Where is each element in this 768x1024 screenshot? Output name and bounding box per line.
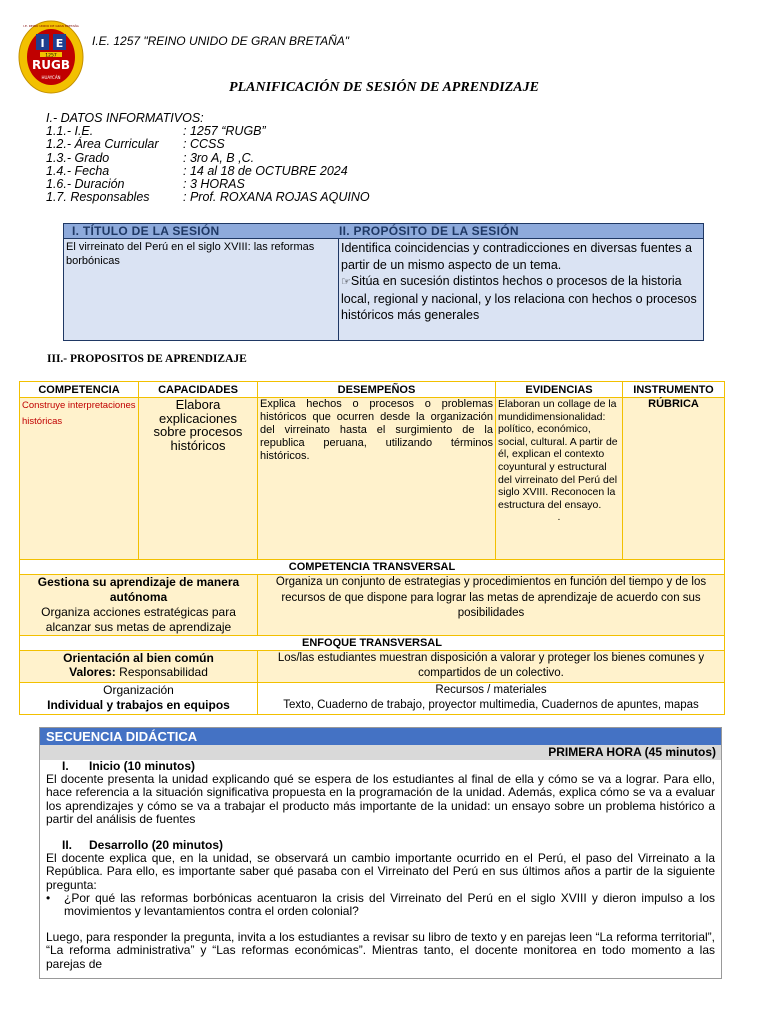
enfoque-desc: Los/las estudiantes muestran disposición a valorar y proteger los bienes comunes y compartidos de un colectivo.	[258, 651, 725, 683]
titulo-header: I. TÍTULO DE LA SESIÓN	[72, 224, 220, 238]
purpose-line-2	[341, 273, 701, 324]
transversal-capacidad: Organiza acciones estratégicas para alcanzar sus metas de aprendizaje	[41, 605, 236, 634]
info-value: : 3ro A, B ,C.	[183, 150, 255, 165]
rec-title: Recursos / materiales	[435, 684, 547, 696]
info-key: 1.3.- Grado	[46, 150, 110, 165]
org-value: Individual y trabajos en equipos	[47, 698, 230, 712]
col-instrumento: INSTRUMENTO	[623, 382, 725, 398]
session-purpose	[339, 239, 703, 340]
transversal-name: Gestiona su aprendizaje de manera autónoma	[37, 575, 240, 604]
evidencias-dot: .	[557, 511, 561, 524]
info-key: 1.7. Responsables	[46, 190, 150, 205]
col-competencia: COMPETENCIA	[20, 382, 139, 398]
info-value: : 3 HORAS	[183, 177, 245, 192]
info-row	[46, 152, 370, 165]
pointing-hand-icon: ☞	[341, 276, 351, 288]
purpose-line-1: Identifica coincidencias y contradicciones en diversas fuentes a partir de un mismo aspecto de un tema.	[341, 241, 692, 272]
org-title: Organización	[103, 683, 174, 697]
info-value: : Prof. ROXANA ROJAS AQUINO	[183, 190, 370, 205]
luego-text: Luego, para responder la pregunta, invita a los estudiantes a revisar su libro de texto y en parejas leen “La reforma territorial”, “La reforma administrativa” y “Las reformas económicas”. Mientras tanto, el docente monitorea en todo momento a las parejas de	[46, 930, 715, 971]
svg-text:I: I	[40, 37, 45, 50]
enfoque-name: Orientación al bien común	[63, 651, 214, 665]
info-row	[46, 138, 370, 151]
transversal-competencia	[20, 575, 258, 636]
datos-informativos	[46, 112, 370, 204]
logo-text: RUGB	[32, 58, 70, 72]
info-row	[46, 191, 370, 204]
instrumento-cell: RÚBRICA	[623, 398, 725, 560]
info-key: 1.6.- Duración	[46, 177, 125, 192]
info-key: 1.1.- I.E.	[46, 124, 94, 139]
info-heading: I.- DATOS INFORMATIVOS:	[46, 111, 204, 125]
transversal-desc: Organiza un conjunto de estrategias y procedimientos en función del tiempo y de los recursos de que dispone para lograr las metas de aprendizaje de acuerdo con sus posibilidades	[258, 575, 725, 636]
enfoque-title: ENFOQUE TRANSVERSAL	[20, 636, 725, 651]
col-capacidades: CAPACIDADES	[139, 382, 258, 398]
pregunta-text: ¿Por qué las reformas borbónicas acentuaron la crisis del Virreinato del Perú en el siglo XVIII y dieron impulso a los movimientos y levantamientos contra el orden colonial?	[64, 890, 715, 919]
session-table	[63, 223, 704, 341]
evidencias-cell	[496, 398, 623, 560]
svg-text:E: E	[55, 37, 64, 50]
enfoque-valores	[22, 665, 255, 679]
session-title: El virreinato del Perú en el siglo XVIII: las reformas borbónicas	[64, 239, 339, 340]
info-key: 1.4.- Fecha	[46, 163, 110, 178]
proposito-header: II. PROPÓSITO DE LA SESIÓN	[339, 224, 519, 238]
col-evidencias: EVIDENCIAS	[496, 382, 623, 398]
inicio-number: I.	[62, 759, 69, 773]
info-key: 1.2.- Área Curricular	[46, 137, 159, 152]
purpose-line-2-text: Sitúa en sucesión distintos hechos o procesos de la historia local, regional y nacional, y los relaciona con hechos o procesos históricos más generales	[341, 274, 697, 322]
info-value: : 1257 “RUGB”	[183, 124, 266, 139]
evidencias-text: Elaboran un collage de la mundidimensionalidad: político, económico, social, cultural. A partir de él, explican el contexto coyuntural y estructural del virreinato del Perú del siglo XVIII. Reconocen la estructura del ensayo.	[498, 398, 618, 511]
desarrollo-number: II.	[62, 838, 73, 853]
col-desempenos: DESEMPEÑOS	[258, 382, 496, 398]
propositos-heading: III.- PROPOSITOS DE APRENDIZAJE	[47, 353, 247, 365]
info-value: : CCSS	[183, 137, 225, 152]
page-title: PLANIFICACIÓN DE SESIÓN DE APRENDIZAJE	[229, 80, 539, 95]
inicio-title: Inicio (10 minutos)	[89, 759, 196, 773]
school-name: I.E. 1257 "REINO UNIDO DE GRAN BRETAÑA"	[92, 34, 350, 48]
competencia-cell: Construye interpretaciones históricas	[20, 398, 139, 560]
primera-hora: PRIMERA HORA (45 minutos)	[40, 745, 721, 760]
secuencia-title: SECUENCIA DIDÁCTICA	[40, 728, 721, 745]
valores-value: Responsabilidad	[119, 665, 208, 679]
competencias-table	[19, 381, 725, 715]
valores-label: Valores:	[69, 665, 116, 679]
desempeno-cell: Explica hechos o procesos o problemas históricos que ocurren desde la organización del virreinato hasta el surgimiento de la republica peruana, utilizando términos históricos.	[258, 398, 496, 560]
transversal-title: COMPETENCIA TRANSVERSAL	[20, 560, 725, 575]
bullet-icon: •	[46, 890, 51, 905]
organizacion-cell	[20, 683, 258, 715]
logo-number: 1257	[45, 53, 57, 59]
logo-place: HUAYCÁN	[41, 75, 61, 80]
info-value: : 14 al 18 de OCTUBRE 2024	[183, 163, 348, 178]
inicio-text: El docente presenta la unidad explicando qué se espera de los estudiantes al final de ella y cómo se va a lograr. Para ello, hace referencia a la situación significativa propuesta en la programación de la unidad. Además, explica cómo se va a evaluar los aprendizajes y cómo se va a trabajar el producto más importante de la unidad: un ensayo sobre un problema histórico a partir del análisis de fuentes	[46, 772, 715, 826]
secuencia-didactica	[39, 727, 722, 979]
desarrollo-text: El docente explica que, en la unidad, se observará un cambio importante ocurrido en el Perú, el paso del Virreinato a la República. Para ello, es importante saber qué pasaba con el Virreinato del Perú en sus últimos años a partir de la siguiente pregunta:	[46, 851, 715, 892]
logo-ring-text: I.E. REINO UNIDO DE GRAN BRETAÑA	[23, 24, 79, 28]
enfoque-cell	[20, 651, 258, 683]
rec-value: Texto, Cuaderno de trabajo, proyector multimedia, Cuadernos de apuntes, mapas	[283, 699, 699, 711]
recursos-cell	[258, 683, 725, 715]
pregunta-item	[46, 892, 715, 918]
capacidad-cell: Elabora explicaciones sobre procesos históricos	[139, 398, 258, 560]
desarrollo-title: Desarrollo (20 minutos)	[89, 838, 224, 853]
